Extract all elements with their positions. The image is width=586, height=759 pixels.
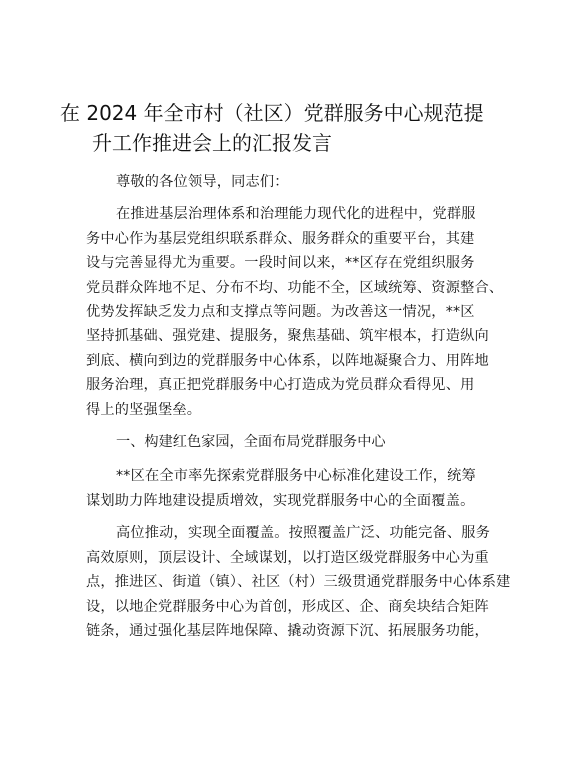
paragraph-line: 链条，通过强化基层阵地保障、撬动资源下沉、拓展服务功能，: [86, 622, 489, 639]
paragraph-line: 服务治理，真正把党群服务中心打造成为党员群众看得见、用: [86, 377, 475, 394]
paragraph-line: 到底、横向到边的党群服务中心体系，以阵地凝聚合力、用阵地: [86, 352, 489, 369]
paragraph-line: 点，推进区、街道（镇）、社区（村）三级贯通党群服务中心体系建: [86, 574, 511, 591]
paragraph-line: **区在全市率先探索党群服务中心标准化建设工作，统筹: [116, 468, 476, 485]
salutation-text: 尊敬的各位领导，同志们：: [116, 174, 289, 190]
section-heading-text: 一、构建红色家园，全面布局党群服务中心: [116, 434, 386, 451]
section-heading-1: [86, 430, 506, 454]
salutation: [86, 170, 506, 194]
paragraph-line: 设，以地企党群服务中心为首创，形成区、企、商矣块结合矩阵: [86, 598, 489, 615]
title-line-1: 在 2024 年全市村（社区）党群服务中心规范提: [60, 101, 484, 125]
paragraph-intro: [86, 202, 506, 422]
document-title: [60, 98, 530, 158]
document-body: [86, 170, 511, 651]
paragraph-line: 党员群众阵地不足、分布不均、功能不全，区域统筹、资源整合、: [86, 279, 504, 296]
paragraph-line: 务中心作为基层党组织联系群众、服务群众的重要平台，其建: [86, 230, 475, 247]
paragraph-line: 谋划助力阵地建设提质增效，实现党群服务中心的全面覆盖。: [86, 492, 475, 509]
paragraph-line: 高效原则，顶层设计、全域谋划，以打造区级党群服务中心为重: [86, 549, 489, 566]
paragraph-line: 得上的坚强堡垒。: [86, 401, 202, 418]
paragraph-high-level: [86, 521, 511, 643]
paragraph-line: 高位推动，实现全面覆盖。按照覆盖广泛、功能完备、服务: [116, 525, 491, 542]
paragraph-line: 设与完善显得尤为重要。一段时间以来，**区存在党组织服务: [86, 255, 475, 272]
paragraph-line: 优势发挥缺乏发力点和支撑点等问题。为改善这一情况，**区: [86, 304, 475, 321]
paragraph-line: 在推进基层治理体系和治理能力现代化的进程中，党群服: [116, 206, 476, 223]
paragraph-section1-intro: [86, 464, 506, 513]
paragraph-line: 坚持抓基础、强党建、提服务，聚焦基础、筑牢根本，打造纵向: [86, 328, 489, 345]
title-line-2: 升工作推进会上的汇报发言: [92, 131, 332, 155]
